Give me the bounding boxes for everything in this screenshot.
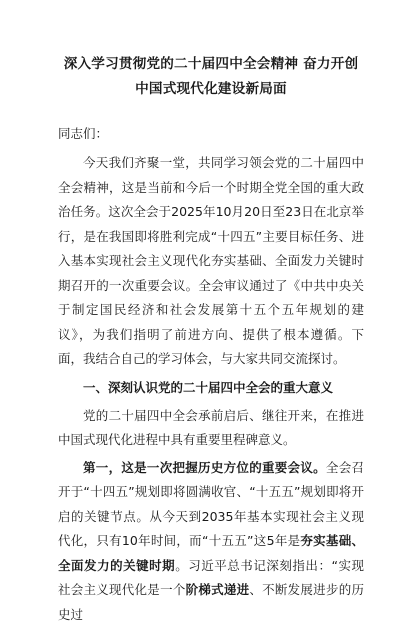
first-point-text: 全会召开于“十四五”规划即将圆满收官、“十五五”规划即将开启的关键节点。从今天到2035年基本实现社会主义现代化，只有10年时间，而“十五五”这5年是 <box>58 460 364 549</box>
key-period-emphasis: 夯实基础、全面发力的关键时期 <box>58 533 364 573</box>
stepwise-emphasis: 阶梯式递进 <box>186 582 250 597</box>
first-point-text-3: 、不断发展进步的历史过 <box>58 582 364 622</box>
first-point-lead: 第一，这是一次把握历史方位的重要会议。 <box>83 460 326 475</box>
first-point-paragraph <box>58 456 364 627</box>
significance-paragraph: 党的二十届四中全会承前启后、继往开来，在推进中国式现代化进程中具有重要里程碑意义。 <box>58 404 364 453</box>
section-heading: 一、深刻认识党的二十届四中全会的重大意义 <box>58 375 364 400</box>
first-point-text-2: 。习近平总书记深刻指出：“实现社会主义现代化是一个 <box>58 558 364 598</box>
salutation: 同志们： <box>58 123 364 145</box>
document-title: 深入学习贯彻党的二十届四中全会精神 奋力开创中国式现代化建设新局面 <box>58 0 364 102</box>
intro-paragraph: 今天我们齐聚一堂，共同学习领会党的二十届四中全会精神，这是当前和今后一个时期全党全国的重大政治任务。这次全会于2025年10月20日至23日在北京举行，是在我国即将胜利完成“十四五”主要目标任务、进入基本实现社会主义现代化夯实基础、全面发力关键时期召开的一次重要会议。全会审议通过了《中共中央关于制定国民经济和社会发展第十五个五年规划的建议》，为我们指明了前进方向、提供了根本遵循。下面，我结合自己的学习体会，与大家共同交流探讨。 <box>58 151 364 372</box>
